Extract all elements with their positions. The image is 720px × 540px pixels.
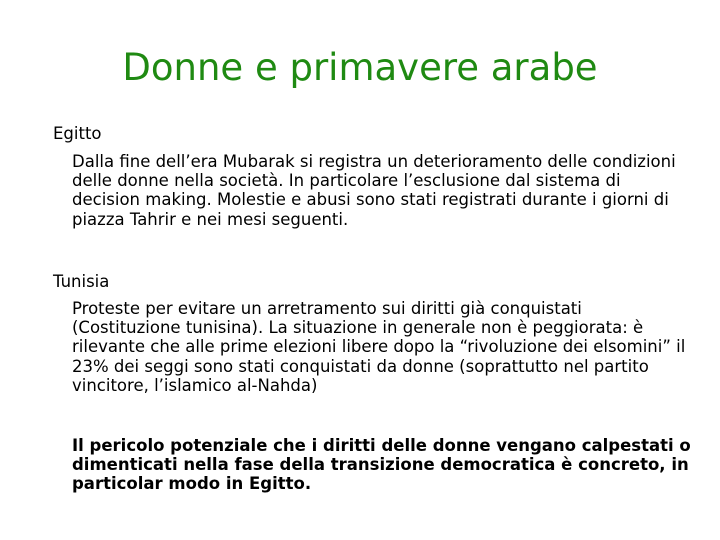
paragraph-tunisia: Proteste per evitare un arretramento sui diritti già conquistati (Costituzione tunisina). La situazione in generale non è peggiorata: è rilevante che alle prime elezioni libere dopo la “rivoluzione dei elsomini” il 23% dei seggi sono stati conquistati da donne (soprattutto nel partito vincitore, l’islamico al-Nahda) (72, 299, 686, 395)
section-heading-tunisia: Tunisia (53, 272, 110, 291)
conclusion-paragraph: Il pericolo potenziale che i diritti delle donne vengano calpestati o dimenticati nella fase della transizione democratica è concreto, in particolar modo in Egitto. (72, 436, 691, 494)
slide-title: Donne e primavere arabe (122, 46, 598, 89)
section-heading-egitto: Egitto (53, 124, 102, 143)
paragraph-egitto: Dalla fine dell’era Mubarak si registra un deterioramento delle condizioni delle donne nella società. In particolare l’esclusione dal sistema di decision making. Molestie e abusi sono stati registrati durante i giorni di piazza Tahrir e nei mesi seguenti. (72, 152, 676, 229)
